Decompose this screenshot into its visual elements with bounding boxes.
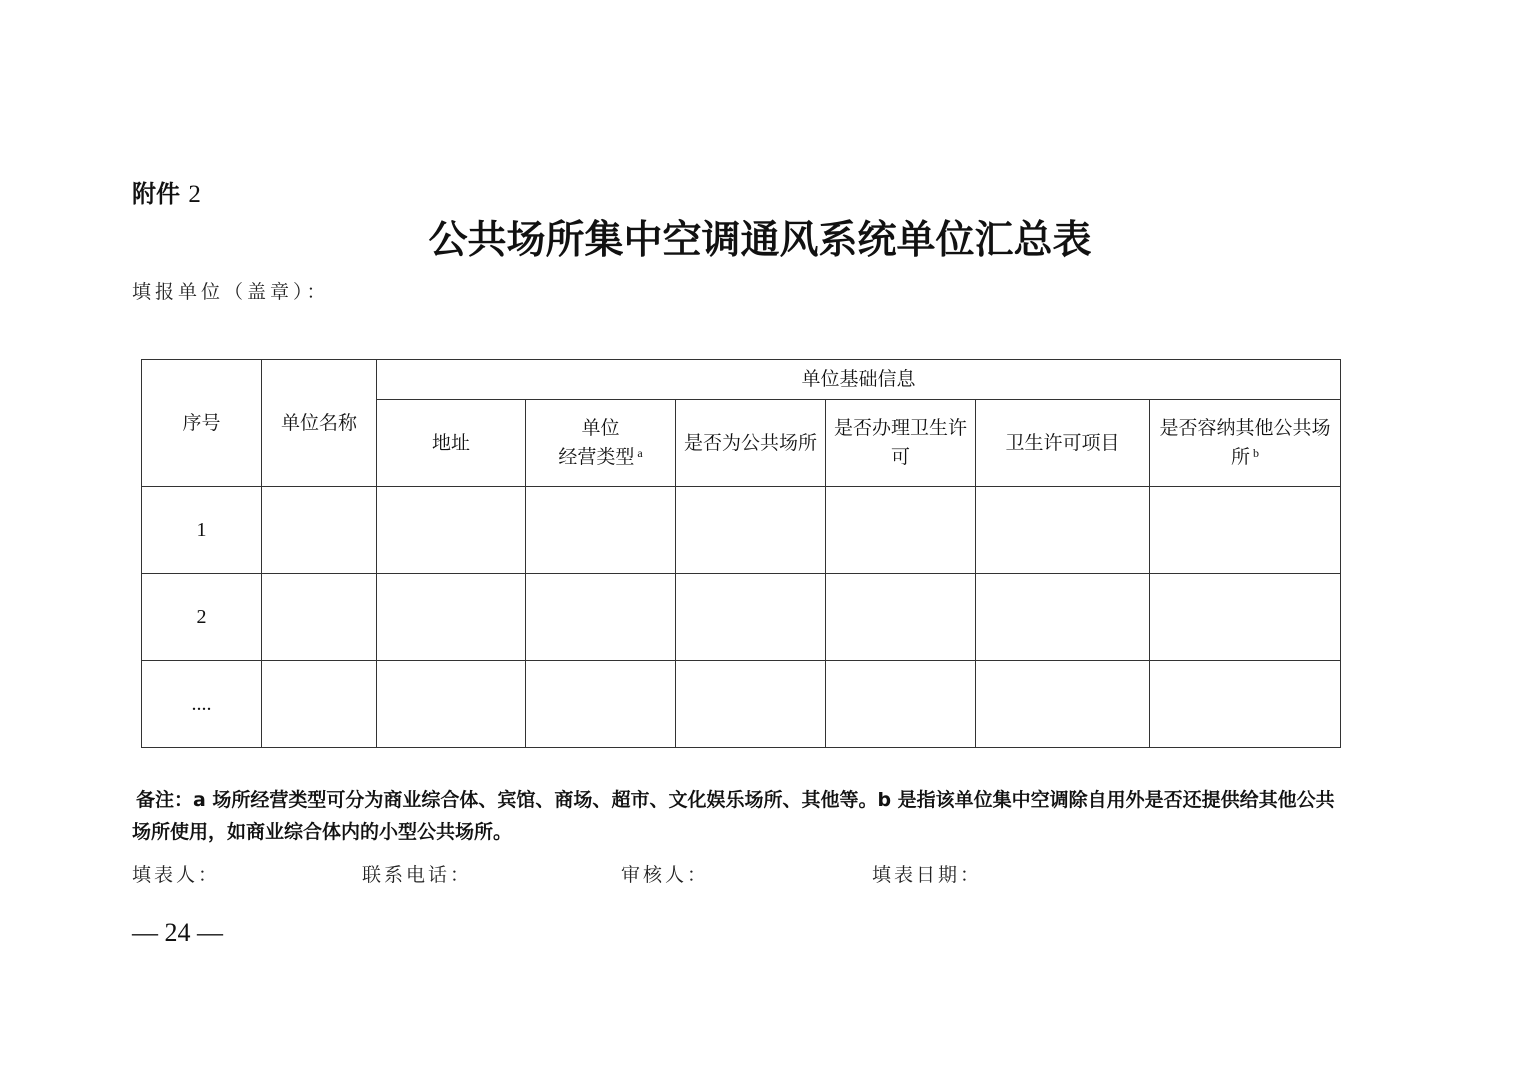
cell-has-hygiene-license [826, 487, 976, 574]
header-business-type-line2: 经营类型 [558, 446, 635, 468]
cell-has-hygiene-license [826, 661, 976, 748]
cell-license-items [976, 574, 1150, 661]
header-hosts-other-places-text: 是否容纳其他公共场所 [1159, 417, 1331, 468]
header-hosts-other-places [1150, 400, 1341, 487]
row-serial: .... [142, 661, 262, 748]
header-license-items: 卫生许可项目 [976, 400, 1150, 487]
cell-hosts-other-places [1150, 661, 1341, 748]
cell-unit-name [262, 574, 377, 661]
cell-hosts-other-places [1150, 574, 1341, 661]
remarks-note: 备注：a 场所经营类型可分为商业综合体、宾馆、商场、超市、文化娱乐场所、其他等。b 是指该单位集中空调除自用外是否还提供给其他公共场所使用，如商业综合体内的小型公共场所。 [132, 789, 1335, 843]
header-business-type-line1: 单位 [581, 417, 620, 439]
cell-has-hygiene-license [826, 574, 976, 661]
header-has-hygiene-license: 是否办理卫生许可 [826, 400, 976, 487]
cell-unit-name [262, 487, 377, 574]
attachment-label-text: 附件 [132, 180, 180, 208]
cell-business-type [526, 487, 676, 574]
fill-unit-label: 填报单位（盖章）： [132, 281, 330, 303]
cell-address [377, 661, 526, 748]
document-title: 公共场所集中空调通风系统单位汇总表 [428, 217, 1092, 263]
header-address: 地址 [377, 400, 526, 487]
header-unit-name: 单位名称 [262, 360, 377, 487]
cell-license-items [976, 487, 1150, 574]
cell-address [377, 487, 526, 574]
cell-license-items [976, 661, 1150, 748]
cell-unit-name [262, 661, 377, 748]
table-row [142, 661, 1341, 748]
cell-hosts-other-places [1150, 487, 1341, 574]
attachment-label [132, 178, 201, 211]
footnote-marker-b: b [1253, 446, 1260, 460]
header-is-public-place: 是否为公共场所 [676, 400, 826, 487]
header-business-type [526, 400, 676, 487]
table-row [142, 574, 1341, 661]
footnote-marker-a: a [637, 446, 643, 460]
reviewer-label: 审核人： [621, 864, 710, 886]
row-serial: 1 [142, 487, 262, 574]
cell-is-public-place [676, 487, 826, 574]
cell-is-public-place [676, 661, 826, 748]
summary-table [141, 359, 1341, 748]
filler-label: 填表人： [132, 864, 221, 886]
table-row [142, 487, 1341, 574]
cell-business-type [526, 661, 676, 748]
cell-is-public-place [676, 574, 826, 661]
attachment-number: 2 [188, 181, 201, 208]
header-group-basic-info: 单位基础信息 [377, 360, 1341, 400]
phone-label: 联系电话： [362, 864, 473, 886]
cell-address [377, 574, 526, 661]
fill-date-label: 填表日期： [872, 864, 983, 886]
cell-business-type [526, 574, 676, 661]
page-number: — 24 — [132, 918, 223, 947]
table-header-row-1 [142, 360, 1341, 400]
header-serial: 序号 [142, 360, 262, 487]
row-serial: 2 [142, 574, 262, 661]
